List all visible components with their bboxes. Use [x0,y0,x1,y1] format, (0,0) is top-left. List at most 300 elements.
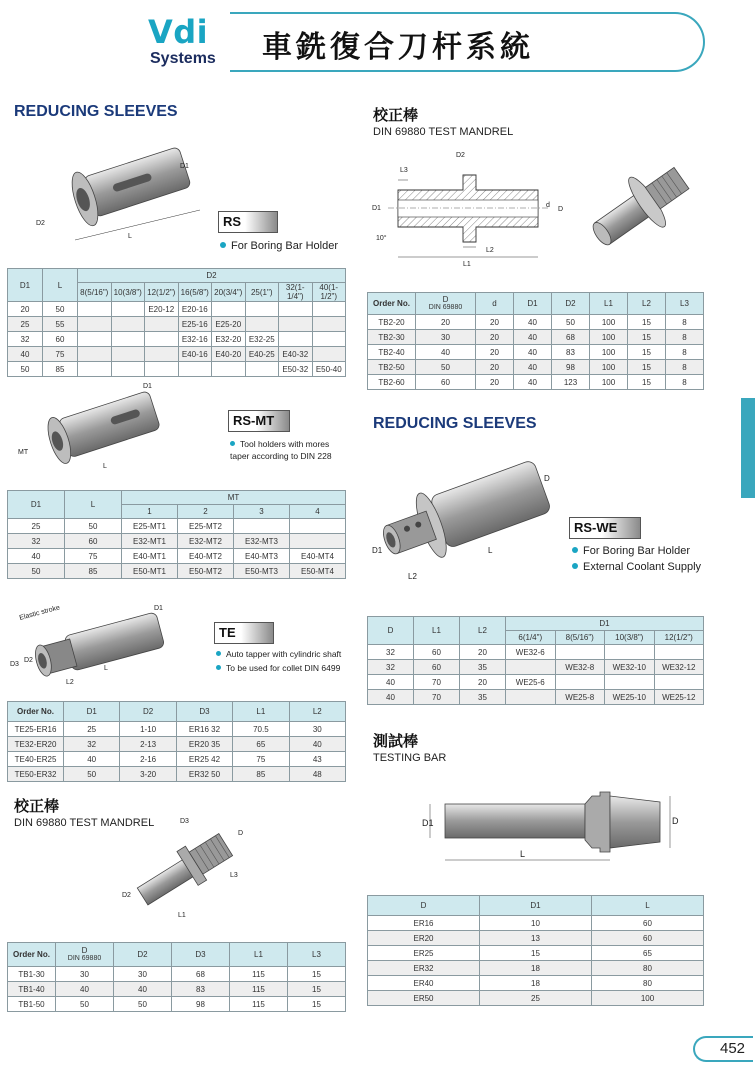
table-cell: E50-MT1 [122,564,178,579]
tb1-drawing-label-d2: D2 [122,892,131,899]
table-cell: ER16 [368,916,480,931]
te-drawing-label-d1: D1 [154,605,163,612]
table-row [8,534,346,549]
col-header: D1 [8,269,43,302]
rswe-table [367,616,704,705]
table-cell: E25-MT2 [178,519,234,534]
table-cell: E50-MT3 [234,564,290,579]
col-header: 6(1/4") [506,631,556,645]
table-cell [312,302,346,317]
table-cell [279,332,313,347]
te-drawing-label-d2: D2 [24,657,33,664]
testbar-table [367,895,704,1006]
table-cell: E40-25 [245,347,279,362]
rsmt-drawing-label-d1: D1 [143,383,152,390]
table-cell [78,347,112,362]
te-drawing-label-stroke: Elastic stroke [18,604,61,622]
table-cell: WE32-12 [654,660,704,675]
table-cell: 30 [416,330,476,345]
table-cell: E32-20 [212,332,246,347]
table-cell: 40 [289,737,345,752]
table-cell: WE32-10 [605,660,655,675]
table-cell: 83 [172,982,230,997]
table-cell: 55 [43,317,78,332]
table-cell [654,645,704,660]
table-cell: 98 [552,360,590,375]
table-cell: E40-16 [178,347,212,362]
table-cell: 15 [288,967,346,982]
tb1-drawing-label-l3: L3 [230,872,238,879]
table-cell: 100 [592,991,704,1006]
table-cell: 98 [172,997,230,1012]
table-cell: 60 [414,645,460,660]
table-cell: 40 [8,549,65,564]
tb2-heading: 校正棒 [373,106,419,124]
table-cell: 115 [230,982,288,997]
tb2-drawing-label-d1: D1 [372,205,381,212]
table-cell: 40 [368,690,414,705]
table-row [8,967,346,982]
table-cell: 68 [172,967,230,982]
table-cell [145,317,179,332]
col-header: L1 [590,293,628,315]
te-table [7,701,346,782]
table-row [368,961,704,976]
rs-drawing [30,140,220,250]
table-cell: 60 [43,332,78,347]
table-cell: 35 [460,690,506,705]
table-cell [605,675,655,690]
table-cell: 32 [64,737,120,752]
table-cell: 40 [514,345,552,360]
table-cell: 30 [56,967,114,982]
col-header: L [65,491,122,519]
table-cell: E25-16 [178,317,212,332]
te-drawing-label-l2: L2 [66,679,74,686]
table-cell [145,332,179,347]
tb2-drawing-label-d2: D2 [456,152,465,159]
table-cell: 50 [65,519,122,534]
table-cell: TE40-ER25 [8,752,64,767]
table-cell [212,362,246,377]
table-row [8,362,346,377]
table-cell: 100 [590,375,628,390]
tb2-drawing-label-angle: 10° [376,235,387,242]
table-cell: 100 [590,360,628,375]
table-cell: 60 [65,534,122,549]
table-cell: ER25 [368,946,480,961]
table-cell: 75 [233,752,289,767]
col-header: D [368,896,480,916]
table-cell [312,347,346,362]
col-header: 16(5/8") [178,283,212,302]
table-cell: TE32-ER20 [8,737,64,752]
table-cell: 8 [666,345,704,360]
table-cell: 20 [476,345,514,360]
table-cell: TE50-ER32 [8,767,64,782]
table-cell [279,317,313,332]
table-cell: 15 [628,375,666,390]
te-drawing-label-d3: D3 [10,661,19,668]
col-header: 2 [178,505,234,519]
table-cell: 60 [592,916,704,931]
table-cell: 2-16 [120,752,176,767]
col-header: L2 [289,702,345,722]
table-cell: TB1-40 [8,982,56,997]
table-cell: 15 [628,330,666,345]
table-cell [555,645,605,660]
page-title: 車銑復合刀杆系統 [262,30,534,65]
col-header: D3 [172,943,230,967]
tb1-drawing-label-l1: L1 [178,912,186,919]
table-cell: 2-13 [120,737,176,752]
table-cell: 50 [64,767,120,782]
table-cell: 80 [592,961,704,976]
table-cell: 32 [368,660,414,675]
col-header: L2 [460,617,506,645]
col-header: 25(1") [245,283,279,302]
table-cell: 100 [590,330,628,345]
table-cell: E32-25 [245,332,279,347]
table-cell: WE25-10 [605,690,655,705]
tb1-drawing-label-d: D [238,830,244,837]
col-header: L1 [233,702,289,722]
rsmt-drawing-label-l: L [103,463,107,470]
table-cell: 20 [476,375,514,390]
table-cell: ER32 [368,961,480,976]
table-row [8,737,346,752]
table-cell: WE25-12 [654,690,704,705]
col-header: L [592,896,704,916]
table-cell: 50 [114,997,172,1012]
table-cell: 75 [43,347,78,362]
table-cell: 50 [416,360,476,375]
col-header: 8(5/16") [555,631,605,645]
table-cell [111,302,145,317]
table-cell [78,332,112,347]
table-row [368,675,704,690]
table-cell [605,645,655,660]
rswe-label: RS-WE [569,517,641,539]
table-cell [290,534,346,549]
table-cell: ER16 32 [176,722,232,737]
table-cell: 15 [288,982,346,997]
table-row [8,332,346,347]
table-row [368,660,704,675]
col-header: 40(1-1/2") [312,283,346,302]
table-row [368,931,704,946]
tb2-drawing-label-d-small: d [546,202,550,209]
col-header: d [476,293,514,315]
rswe-drawing-label-d: D [544,474,550,483]
table-cell: 50 [552,315,590,330]
table-cell: TB2-40 [368,345,416,360]
table-cell: 10 [480,916,592,931]
table-cell: 20 [416,315,476,330]
table-cell: 80 [592,976,704,991]
table-cell: TE25-ER16 [8,722,64,737]
table-cell [212,302,246,317]
col-header: Order No. [8,943,56,967]
table-row [8,302,346,317]
table-cell: 40 [56,982,114,997]
table-cell: TB1-50 [8,997,56,1012]
table-cell: E50-MT2 [178,564,234,579]
col-header: Order No. [368,293,416,315]
tb2-drawing-label-d: D [558,206,564,213]
table-row [8,997,346,1012]
table-cell: 32 [8,332,43,347]
table-cell: ER50 [368,991,480,1006]
table-cell [290,519,346,534]
table-cell: 15 [480,946,592,961]
table-cell: E32-MT2 [178,534,234,549]
table-cell: 8 [666,330,704,345]
col-header: L3 [666,293,704,315]
col-header: 4 [290,505,346,519]
rsmt-bullet: Tool holders with mores taper according to DIN 228 [230,439,332,461]
table-cell: E25-20 [212,317,246,332]
table-cell: 8 [666,375,704,390]
table-cell: E20-16 [178,302,212,317]
col-header: L1 [414,617,460,645]
table-cell: E20-12 [145,302,179,317]
tb1-table [7,942,346,1012]
table-cell: ER20 [368,931,480,946]
table-cell: 32 [8,534,65,549]
table-cell: 115 [230,967,288,982]
table-cell: 25 [8,317,43,332]
table-cell [312,332,346,347]
table-cell [78,362,112,377]
table-cell [78,302,112,317]
table-cell: E25-MT1 [122,519,178,534]
table-cell: 50 [43,302,78,317]
table-cell: 8 [666,315,704,330]
table-row [8,722,346,737]
col-header: D1 [514,293,552,315]
table-cell: ER40 [368,976,480,991]
rswe-bullet-1: For Boring Bar Holder [572,544,690,558]
tb2-table [367,292,704,390]
table-cell: 30 [289,722,345,737]
table-cell [145,362,179,377]
rsmt-drawing [18,380,178,480]
table-cell: TB2-30 [368,330,416,345]
table-cell: 70 [414,675,460,690]
col-header: Order No. [8,702,64,722]
col-header: D1 [64,702,120,722]
table-cell: 18 [480,976,592,991]
table-cell: E40-MT1 [122,549,178,564]
rs-table [7,268,346,377]
col-header: 12(1/2") [145,283,179,302]
table-cell: 20 [460,675,506,690]
tb1-subheading: DIN 69880 TEST MANDREL [14,817,155,829]
tb1-drawing-label-d3: D3 [180,818,189,825]
table-cell: 100 [590,345,628,360]
tb2-drawing-label-l3: L3 [400,167,408,174]
te-label: TE [214,622,274,644]
col-group-header: MT [122,491,346,505]
table-cell: E32-MT1 [122,534,178,549]
table-cell: 20 [8,302,43,317]
table-cell: 20 [476,315,514,330]
table-cell: E40-20 [212,347,246,362]
table-cell: 50 [8,564,65,579]
col-header: 10(3/8") [111,283,145,302]
rsmt-drawing-label-mt: MT [18,449,29,456]
table-cell: 40 [368,675,414,690]
table-row [8,564,346,579]
te-bullet-2: To be used for collet DIN 6499 [216,662,340,674]
table-cell [506,690,556,705]
rswe-drawing-label-l: L [488,546,493,555]
rswe-drawing-label-d1: D1 [372,546,383,555]
table-row [8,982,346,997]
table-cell [145,347,179,362]
table-cell: E50-MT4 [290,564,346,579]
table-row [368,330,704,345]
testbar-drawing-label-l: L [520,849,526,859]
table-cell: 40 [514,360,552,375]
table-cell: ER32 50 [176,767,232,782]
table-cell: ER20 35 [176,737,232,752]
rs-bullet: For Boring Bar Holder [220,239,338,253]
table-row [368,976,704,991]
table-row [368,645,704,660]
table-cell: 40 [514,375,552,390]
page-number: 452 [720,1040,746,1057]
table-cell: 18 [480,961,592,976]
table-cell: 123 [552,375,590,390]
testbar-drawing-label-d1: D1 [422,818,434,828]
testbar-subheading: TESTING BAR [373,752,447,764]
table-row [368,916,704,931]
col-group-header: D1 [506,617,704,631]
table-cell [111,317,145,332]
table-cell [654,675,704,690]
table-cell: 60 [414,660,460,675]
table-cell [111,347,145,362]
table-cell: 30 [114,967,172,982]
table-row [368,360,704,375]
table-cell: 68 [552,330,590,345]
col-header: D3 [176,702,232,722]
table-cell [555,675,605,690]
rs-label: RS [218,211,278,233]
table-cell: 60 [416,375,476,390]
table-row [368,345,704,360]
table-row [368,946,704,961]
te-drawing-label-l: L [104,665,108,672]
table-cell: 15 [628,315,666,330]
table-row [368,315,704,330]
col-header: L3 [288,943,346,967]
table-cell: 48 [289,767,345,782]
table-cell [312,317,346,332]
table-cell: E40-MT3 [234,549,290,564]
table-cell [111,362,145,377]
te-bullet-1: Auto tapper with cylindric shaft [216,648,341,660]
table-cell: 70.5 [233,722,289,737]
testbar-drawing-label-d: D [672,816,679,826]
table-cell: 115 [230,997,288,1012]
rs-drawing-label-d1: D1 [180,163,189,170]
table-cell: 40 [64,752,120,767]
table-cell: WE32-6 [506,645,556,660]
table-cell: TB2-60 [368,375,416,390]
testbar-drawing [420,782,690,872]
col-header: D2 [552,293,590,315]
col-header: 12(1/2") [654,631,704,645]
side-tab-marker [741,398,755,498]
table-cell: 60 [592,931,704,946]
table-cell: 32 [368,645,414,660]
table-cell: 20 [476,360,514,375]
table-cell: E40-32 [279,347,313,362]
table-cell: TB2-20 [368,315,416,330]
logo-vdi: Vdi [148,13,209,51]
table-cell: WE32-8 [555,660,605,675]
col-header: D [368,617,414,645]
table-row [368,375,704,390]
table-cell: ER25 42 [176,752,232,767]
col-header: 32(1-1/4") [279,283,313,302]
col-header: 1 [122,505,178,519]
table-cell: E50-32 [279,362,313,377]
table-cell: 25 [8,519,65,534]
table-row [8,519,346,534]
table-cell: 65 [592,946,704,961]
col-header: D2 [114,943,172,967]
table-row [8,767,346,782]
col-header: 20(3/4") [212,283,246,302]
col-header: 10(3/8") [605,631,655,645]
tb2-drawing [368,145,568,270]
table-cell: 40 [514,330,552,345]
rswe-bullet-2: External Coolant Supply [572,560,701,574]
table-cell: TB2-50 [368,360,416,375]
table-row [368,991,704,1006]
testbar-heading: 測試棒 [373,732,419,750]
table-cell: TB1-30 [8,967,56,982]
table-cell: 43 [289,752,345,767]
table-cell: 75 [65,549,122,564]
col-header: L [43,269,78,302]
table-cell: 100 [590,315,628,330]
rswe-heading: REDUCING SLEEVES [373,415,537,432]
table-cell: 35 [460,660,506,675]
table-cell: 20 [476,330,514,345]
te-drawing [8,600,178,695]
col-header: 3 [234,505,290,519]
table-cell: 85 [43,362,78,377]
logo-systems: Systems [150,50,216,67]
table-cell: 70 [414,690,460,705]
col-header: L1 [230,943,288,967]
col-header: D DIN 69880 [56,943,114,967]
col-header: D1 [8,491,65,519]
tb2-drawing-label-l1: L1 [463,261,471,268]
table-row [8,549,346,564]
table-cell: 25 [64,722,120,737]
table-cell: 40 [8,347,43,362]
table-cell [245,302,279,317]
table-cell: 13 [480,931,592,946]
table-cell: E50-40 [312,362,346,377]
table-cell: 20 [460,645,506,660]
